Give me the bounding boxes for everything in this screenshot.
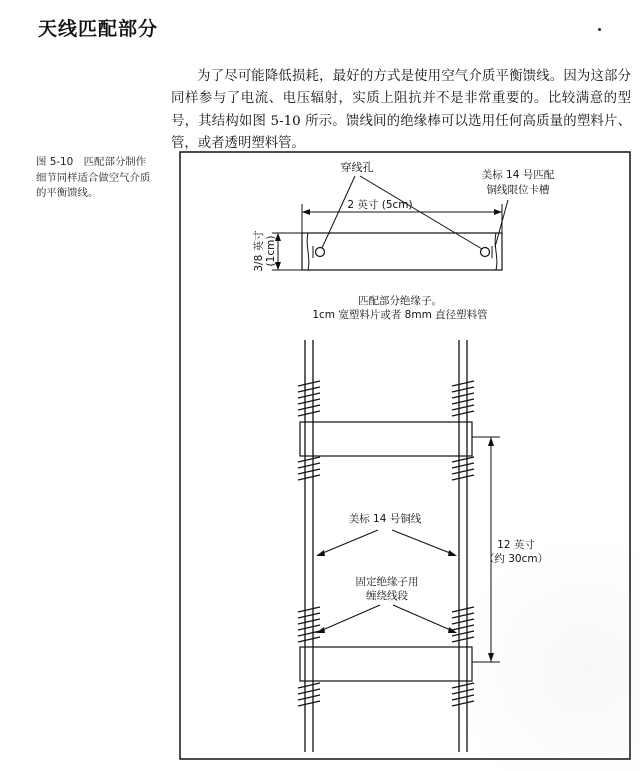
- label-insulator-1: 匹配部分绝缘子。: [358, 295, 442, 307]
- spacer-lower: [300, 647, 472, 681]
- binding-wraps: [298, 381, 474, 706]
- label-width-2: (1cm): [265, 235, 277, 267]
- insulator-detail: [272, 176, 508, 270]
- wire-hole-left: [316, 248, 325, 257]
- label-binding-2: 缠绕线段: [366, 590, 408, 602]
- figure-caption: 图 5-10 匹配部分制作细节同样适合做空气介质的平衡馈线。: [36, 156, 151, 199]
- label-length: 2 英寸 (5cm): [347, 199, 413, 211]
- wire-leader-left: [318, 530, 378, 555]
- body-paragraph: 为了尽可能降低损耗，最好的方式是使用空气介质平衡馈线。因为这部分同样参与了电流、电压辐射，实质上阻抗并不是非常重要的。比较满意的型号，其结构如图 5-10 所示。馈线间的绝缘棒可以选用任何高质量的塑料片、管，或者透明塑料管。: [171, 69, 631, 152]
- page-title: 天线匹配部分: [38, 18, 159, 40]
- label-binding-1: 固定绝缘子用: [355, 576, 419, 588]
- binding-leader-right: [393, 605, 455, 632]
- label-wire: 美标 14 号铜线: [348, 513, 422, 525]
- wire-leader-right: [392, 530, 455, 555]
- label-notch-1: 美标 14 号匹配: [481, 169, 555, 181]
- label-spacing-1: 12 英寸: [497, 539, 535, 551]
- strip-edge-left: [307, 233, 309, 270]
- strip-edge-right: [495, 233, 497, 270]
- label-spacing-2: （约 30cm）: [483, 553, 549, 565]
- label-width-1: 3/8 英寸: [253, 230, 265, 272]
- watermark: [460, 521, 640, 771]
- label-notch-2: 铜线限位卡槽: [486, 184, 550, 196]
- label-hole: 穿线孔: [340, 161, 374, 174]
- insulator-strip: [302, 233, 502, 270]
- label-insulator-2: 1cm 宽塑料片或者 8mm 直径塑料管: [312, 309, 488, 321]
- spacer-upper: [300, 422, 472, 456]
- binding-leader-left: [318, 605, 380, 632]
